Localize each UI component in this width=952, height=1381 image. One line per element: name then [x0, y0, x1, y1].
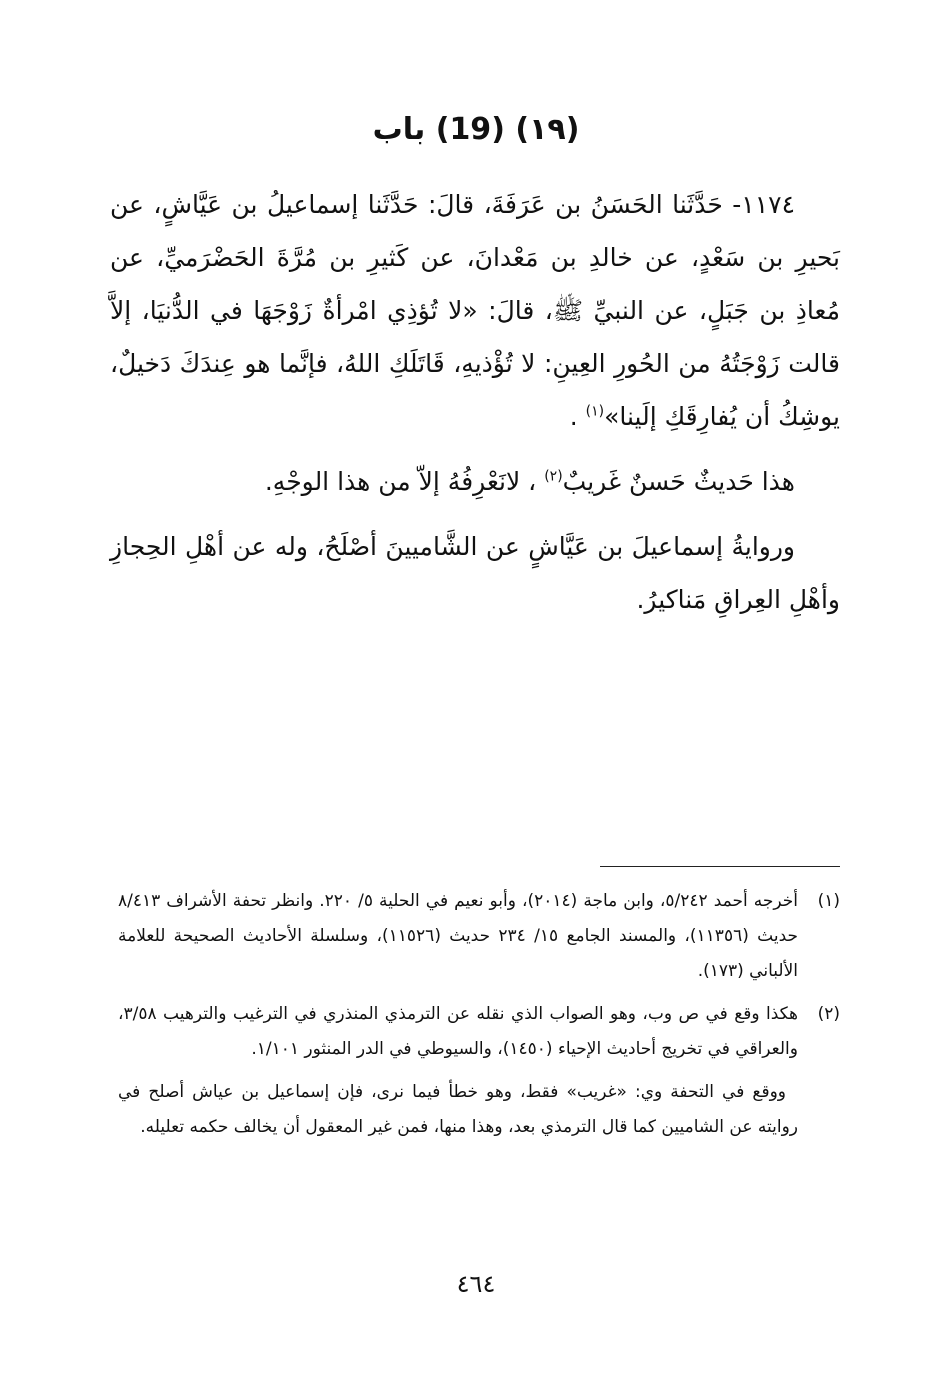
- main-text: [110, 178, 840, 626]
- footnote-number: (٢): [817, 1004, 840, 1024]
- narrator-note-paragraph: وروايةُ إسماعيلَ بن عَيَّاشٍ عن الشَّاميينَ أصْلَحُ، وله عن أهْلِ الحِجازِ وأهْلِ العِراقِ مَناكيرُ.: [110, 532, 840, 614]
- footnote-2-continuation: ووقع في التحفة وي: «غريب» فقط، وهو خطأ فيما نرى، فإن إسماعيل بن عياش أصلح في روايته عن الشاميين كما قال الترمذي بعد، وهذا منها، فمن غير المعقول أن يخالف حكمه تعليله.: [118, 1082, 798, 1137]
- grading-text: هذا حَديثٌ حَسنٌ غَريبٌ: [562, 467, 795, 496]
- footnote-separator: [600, 866, 840, 867]
- footnote-1: [118, 884, 840, 989]
- grading-text-continued: ، لانَعْرِفُهُ إلاّ من هذا الوجْهِ.: [264, 467, 545, 496]
- footnote-text: هكذا وقع في ص وب، وهو الصواب الذي نقله عن الترمذي المنذري في الترغيب والترهيب ٣/٥٨، والعراقي في تخريج أحاديث الإحياء (١٤٥٠)، والسيوطي في الدر المنثور ١/١٠١.: [118, 1004, 798, 1059]
- hadith-text: - حَدَّثَنا الحَسَنُ بن عَرَفَةَ، قالَ: حَدَّثَنا إسماعيلُ بن عَيَّاشٍ، عن بَحيرِ بن سَعْدٍ، عن خالدِ بن مَعْدانَ، عن كَثيرِ بن مُرَّةَ الحَضْرَميِّ، عن مُعاذِ بن جَبَلٍ، عن النبيِّ ﷺ، قالَ: «لا تُؤذِي امْرأةٌ زَوْجَهَا في الدُّنيَا، إلاَّ قالت زَوْجَتُهُ من الحُورِ العِينِ: لا تُؤْذيهِ، قَاتَلَكِ اللهُ، فإنَّما هو عِندَكَ دَخيلٌ، يوشِكُ أن يُفارِقَكِ إلَينا»: [110, 190, 840, 431]
- footnote-ref-2[interactable]: (٢): [544, 468, 563, 485]
- page-number: ٤٦٤: [456, 1270, 496, 1298]
- hadith-number: ١١٧٤: [741, 190, 795, 219]
- hadith-paragraph: [110, 178, 840, 443]
- footnote-text: أخرجه أحمد ٥/٢٤٢، وابن ماجة (٢٠١٤)، وأبو نعيم في الحلية ٥/ ٢٢٠. وانظر تحفة الأشراف ٨/٤١٣ حديث (١١٣٥٦)، والمسند الجامع ١٥/ ٢٣٤ حديث (١١٥٢٦)، وسلسلة الأحاديث الصحيحة للعلامة الألباني (١٧٣).: [118, 891, 798, 981]
- grading-paragraph: [110, 455, 840, 508]
- footnotes: [118, 884, 840, 1145]
- hadith-end: .: [569, 402, 586, 431]
- footnote-2: [118, 997, 840, 1067]
- footnote-number: (١): [817, 891, 840, 911]
- footnote-ref-1[interactable]: (١): [585, 403, 605, 420]
- chapter-heading: (١٩) (19) باب: [372, 112, 580, 147]
